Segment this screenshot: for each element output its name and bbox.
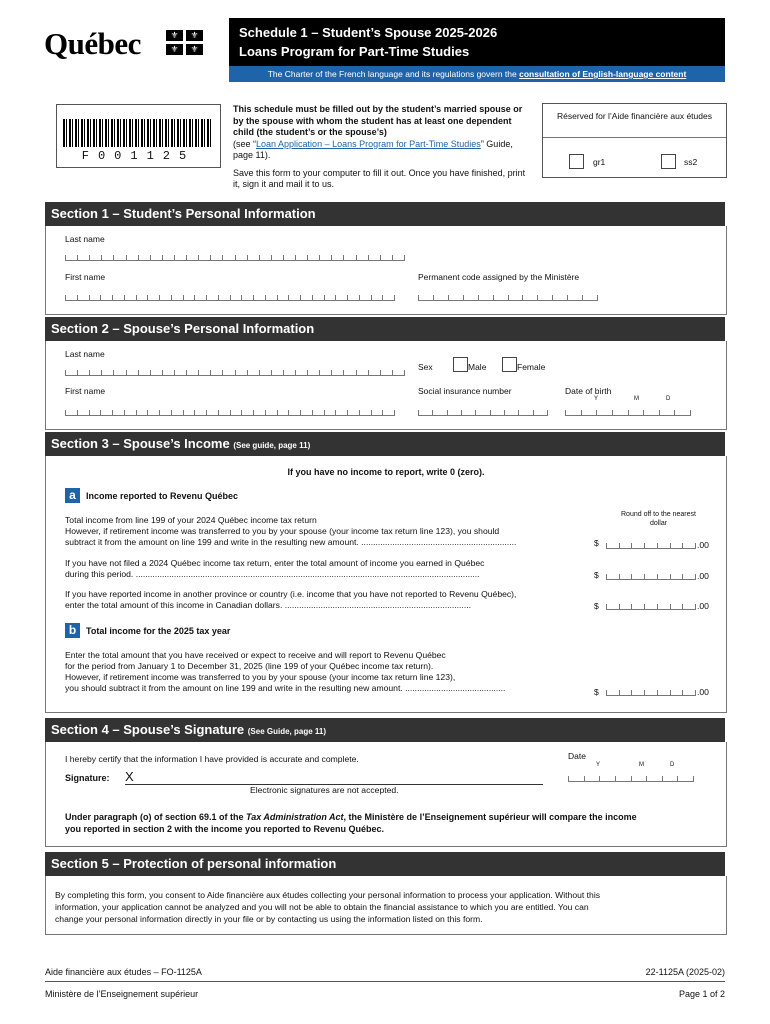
comb-tick xyxy=(394,410,395,415)
comb-tick xyxy=(448,295,449,300)
comb-tick xyxy=(222,255,223,260)
section-1-box: Last name First name Permanent code assigned by the Ministère xyxy=(45,226,727,315)
comb-tick xyxy=(657,690,658,695)
footer-version: 22-1125A (2025-02) xyxy=(645,967,725,977)
section-2-header: Section 2 – Spouse’s Personal Information xyxy=(45,317,725,341)
section-1-header: Section 1 – Student’s Personal Information xyxy=(45,202,725,226)
comb-tick xyxy=(65,410,66,415)
comb-tick xyxy=(241,410,242,415)
comb-tick xyxy=(77,370,78,375)
comb-tick xyxy=(612,410,613,415)
comb-tick xyxy=(682,690,683,695)
spouse-first-name-field[interactable] xyxy=(65,403,395,416)
comb-tick xyxy=(253,295,254,300)
comb-tick xyxy=(674,410,675,415)
comb-tick xyxy=(65,370,66,375)
comb-tick xyxy=(567,295,568,300)
comb-tick xyxy=(124,410,125,415)
comb-tick xyxy=(380,255,381,260)
comb-tick xyxy=(670,543,671,548)
comb-tick xyxy=(89,370,90,375)
comb-tick xyxy=(343,255,344,260)
comb-tick xyxy=(631,543,632,548)
comb-tick xyxy=(670,690,671,695)
comb-tick xyxy=(693,776,694,781)
page-number: Page 1 of 2 xyxy=(678,989,725,999)
comb-tick xyxy=(631,574,632,579)
comb-tick xyxy=(288,410,289,415)
barcode-bars xyxy=(63,119,213,147)
comb-tick xyxy=(690,410,691,415)
legal-notice: Under paragraph (o) of section 69.1 of the Tax Administration Act, the Ministère de l’Enseignement supérieur will compare the income you reported in section 2 with the income you reported to Revenu Québec. xyxy=(65,812,637,834)
comb-tick xyxy=(518,410,519,415)
comb-tick xyxy=(682,574,683,579)
comb-tick xyxy=(581,410,582,415)
comb-tick xyxy=(112,295,113,300)
ss2-checkbox[interactable] xyxy=(661,154,676,169)
section-5-box: By completing this form, you consent to Aide financière aux études collecting your personal information to process your application. Without this information, your application cannot be analyzed and you will not be able to obtain the financial assistance to which you are entitled. You can change your personal information directly in your file or by contacting us using the information listed on this form. xyxy=(45,876,727,935)
comb-tick xyxy=(171,410,172,415)
comb-tick xyxy=(101,370,102,375)
comb-tick xyxy=(670,574,671,579)
comb-tick xyxy=(136,295,137,300)
comb-tick xyxy=(271,370,272,375)
footer-form-code: Aide financière aux études – FO-1125A xyxy=(45,967,202,977)
comb-tick xyxy=(677,776,678,781)
comb-tick xyxy=(331,370,332,375)
comb-tick xyxy=(418,295,419,300)
comb-tick xyxy=(300,410,301,415)
comb-tick xyxy=(186,370,187,375)
comb-tick xyxy=(194,295,195,300)
sin-field[interactable] xyxy=(418,403,548,416)
comb-tick xyxy=(218,295,219,300)
comb-tick xyxy=(77,295,78,300)
comb-tick xyxy=(218,410,219,415)
comb-tick xyxy=(312,410,313,415)
comb-tick xyxy=(382,295,383,300)
comb-tick xyxy=(631,604,632,609)
section-3-header: Section 3 – Spouse’s Income (See guide, page 11) xyxy=(45,432,725,456)
comb-tick xyxy=(235,255,236,260)
intro-text: This schedule must be filled out by the student’s married spouse or by the spouse with whom the student has at least one dependent child (the student’s or the spouse’s) (see “Loan Application – Loans Program for Part-Time Studies” Guide, page 11). Save this form to your computer to fill it out. Once you have finished, print it, sign it and mail it to us. xyxy=(233,104,526,189)
comb-tick xyxy=(533,410,534,415)
comb-tick xyxy=(619,574,620,579)
comb-tick xyxy=(628,410,629,415)
comb-tick xyxy=(418,410,419,415)
student-last-name-field[interactable] xyxy=(65,248,405,261)
part-a-heading: a Income reported to Revenu Québec xyxy=(65,488,238,503)
comb-tick xyxy=(380,370,381,375)
comb-tick xyxy=(65,255,66,260)
date-of-birth-field[interactable] xyxy=(565,403,691,416)
comb-tick xyxy=(162,255,163,260)
comb-tick xyxy=(113,255,114,260)
title-line-1: Schedule 1 – Student’s Spouse 2025-2026 xyxy=(239,25,498,40)
comb-tick xyxy=(615,776,616,781)
comb-tick xyxy=(206,295,207,300)
fleur-de-lis-icon: ⚜ ⚜ ⚜ ⚜ xyxy=(166,30,204,56)
comb-tick xyxy=(194,410,195,415)
comb-tick xyxy=(295,370,296,375)
comb-tick xyxy=(259,255,260,260)
comb-tick xyxy=(300,295,301,300)
comb-tick xyxy=(368,255,369,260)
barcode-number: F001125 xyxy=(81,149,196,163)
comb-tick xyxy=(247,255,248,260)
comb-tick xyxy=(461,410,462,415)
student-first-name-field[interactable] xyxy=(65,288,395,301)
part-b-heading: b Total income for the 2025 tax year xyxy=(65,623,230,638)
comb-tick xyxy=(265,295,266,300)
comb-tick xyxy=(356,255,357,260)
comb-tick xyxy=(695,543,696,548)
comb-tick xyxy=(644,574,645,579)
title-line-2: Loans Program for Part-Time Studies xyxy=(239,44,470,59)
comb-tick xyxy=(537,295,538,300)
comb-tick xyxy=(210,370,211,375)
comb-tick xyxy=(619,543,620,548)
comb-tick xyxy=(682,543,683,548)
comb-tick xyxy=(490,410,491,415)
quebec-logo: Québec xyxy=(44,26,141,61)
comb-tick xyxy=(368,370,369,375)
income-a3-field[interactable] xyxy=(606,597,696,610)
comb-tick xyxy=(198,255,199,260)
footer-divider xyxy=(45,981,725,982)
comb-tick xyxy=(183,295,184,300)
comb-tick xyxy=(288,295,289,300)
comb-tick xyxy=(657,543,658,548)
comb-tick xyxy=(206,410,207,415)
comb-tick xyxy=(295,255,296,260)
comb-tick xyxy=(138,255,139,260)
comb-tick xyxy=(198,370,199,375)
comb-tick xyxy=(463,295,464,300)
comb-tick xyxy=(695,690,696,695)
comb-tick xyxy=(394,295,395,300)
reserved-box: Réserved for l’Aide financière aux études gr1 ss2 xyxy=(542,103,727,178)
comb-tick xyxy=(584,776,585,781)
guide-link[interactable]: Loan Application – Loans Program for Part-Time Studies xyxy=(256,138,481,149)
permanent-code-field[interactable] xyxy=(418,288,598,301)
comb-tick xyxy=(283,370,284,375)
comb-tick xyxy=(347,295,348,300)
comb-tick xyxy=(235,370,236,375)
comb-tick xyxy=(307,255,308,260)
comb-tick xyxy=(659,410,660,415)
comb-tick xyxy=(112,410,113,415)
comb-tick xyxy=(147,410,148,415)
comb-tick xyxy=(347,410,348,415)
comb-tick xyxy=(136,410,137,415)
comb-tick xyxy=(356,370,357,375)
reserved-heading: Réserved for l’Aide financière aux études xyxy=(557,111,712,121)
comb-tick xyxy=(359,410,360,415)
comb-tick xyxy=(644,690,645,695)
section-5-header: Section 5 – Protection of personal information xyxy=(45,852,725,876)
comb-tick xyxy=(478,295,479,300)
comb-tick xyxy=(312,295,313,300)
comb-tick xyxy=(126,370,127,375)
comb-tick xyxy=(493,295,494,300)
comb-tick xyxy=(77,410,78,415)
form-title xyxy=(229,18,725,66)
comb-tick xyxy=(568,776,569,781)
comb-tick xyxy=(404,370,405,375)
comb-tick xyxy=(159,410,160,415)
comb-tick xyxy=(606,574,607,579)
comb-tick xyxy=(126,255,127,260)
comb-tick xyxy=(89,295,90,300)
comb-tick xyxy=(147,295,148,300)
english-content-link[interactable]: consultation of English-language content xyxy=(519,69,687,79)
comb-tick xyxy=(547,410,548,415)
comb-tick xyxy=(174,255,175,260)
comb-tick xyxy=(670,604,671,609)
comb-tick xyxy=(283,255,284,260)
comb-tick xyxy=(138,370,139,375)
income-a1-field[interactable] xyxy=(606,536,696,549)
comb-tick xyxy=(631,690,632,695)
comb-tick xyxy=(277,410,278,415)
comb-tick xyxy=(230,410,231,415)
comb-tick xyxy=(662,776,663,781)
comb-tick xyxy=(657,574,658,579)
gr1-checkbox[interactable] xyxy=(569,154,584,169)
spouse-last-name-field[interactable] xyxy=(65,363,405,376)
female-checkbox[interactable] xyxy=(502,357,517,372)
barcode xyxy=(56,104,221,168)
comb-tick xyxy=(508,295,509,300)
comb-tick xyxy=(392,370,393,375)
comb-tick xyxy=(113,370,114,375)
comb-tick xyxy=(631,776,632,781)
comb-tick xyxy=(265,410,266,415)
comb-tick xyxy=(657,604,658,609)
male-checkbox[interactable] xyxy=(453,357,468,372)
comb-tick xyxy=(150,370,151,375)
comb-tick xyxy=(174,370,175,375)
comb-tick xyxy=(599,776,600,781)
comb-tick xyxy=(259,370,260,375)
comb-tick xyxy=(644,604,645,609)
signature-date-field[interactable] xyxy=(568,769,694,782)
comb-tick xyxy=(433,295,434,300)
comb-tick xyxy=(606,604,607,609)
comb-tick xyxy=(159,295,160,300)
comb-tick xyxy=(100,410,101,415)
comb-tick xyxy=(597,295,598,300)
income-a2-field[interactable] xyxy=(606,567,696,580)
comb-tick xyxy=(335,295,336,300)
comb-tick xyxy=(100,295,101,300)
comb-tick xyxy=(404,255,405,260)
comb-tick xyxy=(335,410,336,415)
comb-tick xyxy=(392,255,393,260)
comb-tick xyxy=(522,295,523,300)
comb-tick xyxy=(150,255,151,260)
comb-tick xyxy=(241,295,242,300)
comb-tick xyxy=(475,410,476,415)
comb-tick xyxy=(695,604,696,609)
comb-tick xyxy=(222,370,223,375)
comb-tick xyxy=(101,255,102,260)
section-2-box: Last name Sex Male Female First name Social insurance number Date of birth Y M D xyxy=(45,341,727,430)
comb-tick xyxy=(307,370,308,375)
footer-ministry: Ministère de l’Enseignement supérieur xyxy=(45,989,199,999)
comb-tick xyxy=(565,410,566,415)
comb-tick xyxy=(432,410,433,415)
comb-tick xyxy=(343,370,344,375)
comb-tick xyxy=(619,690,620,695)
comb-tick xyxy=(65,295,66,300)
comb-tick xyxy=(324,410,325,415)
comb-tick xyxy=(162,370,163,375)
comb-tick xyxy=(171,295,172,300)
comb-tick xyxy=(277,295,278,300)
comb-tick xyxy=(447,410,448,415)
comb-tick xyxy=(552,295,553,300)
comb-tick xyxy=(359,295,360,300)
comb-tick xyxy=(606,690,607,695)
comb-tick xyxy=(682,604,683,609)
comb-tick xyxy=(582,295,583,300)
comb-tick xyxy=(643,410,644,415)
comb-tick xyxy=(619,604,620,609)
comb-tick xyxy=(319,255,320,260)
comb-tick xyxy=(210,255,211,260)
comb-tick xyxy=(324,295,325,300)
comb-tick xyxy=(230,295,231,300)
charter-notice: The Charter of the French language and its regulations govern the consultation of English-language content xyxy=(229,66,725,82)
comb-tick xyxy=(271,255,272,260)
comb-tick xyxy=(319,370,320,375)
comb-tick xyxy=(89,410,90,415)
comb-tick xyxy=(89,255,90,260)
comb-tick xyxy=(183,410,184,415)
comb-tick xyxy=(382,410,383,415)
comb-tick xyxy=(124,295,125,300)
comb-tick xyxy=(644,543,645,548)
section-4-header: Section 4 – Spouse’s Signature (See Guide, page 11) xyxy=(45,718,725,742)
comb-tick xyxy=(186,255,187,260)
section-4-box: I hereby certify that the information I have provided is accurate and complete. Signature: X Date Y M D Electronic signatures are not accepted. Under paragraph (o) of section 69.1 of the Tax Administration Act, the Ministère de l’Enseignement supérieur will compare the income you reported in section 2 with the income you reported to Revenu Québec. xyxy=(45,742,727,847)
comb-tick xyxy=(695,574,696,579)
comb-tick xyxy=(247,370,248,375)
section-3-box: If you have no income to report, write 0 (zero). a Income reported to Revenu Québec Round off to the nearest dollar Total income from line 199 of your 2024 Québec income tax return However, if retirement income was transferred to you by your spouse (your income tax return line 123), you should subtract it from the amount on line 199 and write in the resulting new amount. ................................................................. $ .00 If you have not filed a 2024 Québec income tax return, enter the total amount of income you earned in Québec during this period. ................................................................................................................................................ $ .00 If you have reported income in another province or country (i.e. income that you have not reported to Revenu Québec), enter the total amount of this income in Canadian dollars. .............................................................................. $ .00 b Total income for the 2025 tax year Enter the total amount that you have received or expect to receive and will report to Revenu Québec for the period from January 1 to December 31, 2025 (line 199 of your Québec income tax return). However, if retirement income was transferred to you by your spouse (your income tax return line 123), you should subtract it from the amount on line 199 and write in the resulting new amount. .......................................... $ .00 xyxy=(45,456,727,713)
comb-tick xyxy=(646,776,647,781)
comb-tick xyxy=(596,410,597,415)
comb-tick xyxy=(504,410,505,415)
comb-tick xyxy=(253,410,254,415)
income-b-field[interactable] xyxy=(606,683,696,696)
comb-tick xyxy=(331,255,332,260)
comb-tick xyxy=(606,543,607,548)
comb-tick xyxy=(371,295,372,300)
comb-tick xyxy=(77,255,78,260)
comb-tick xyxy=(371,410,372,415)
